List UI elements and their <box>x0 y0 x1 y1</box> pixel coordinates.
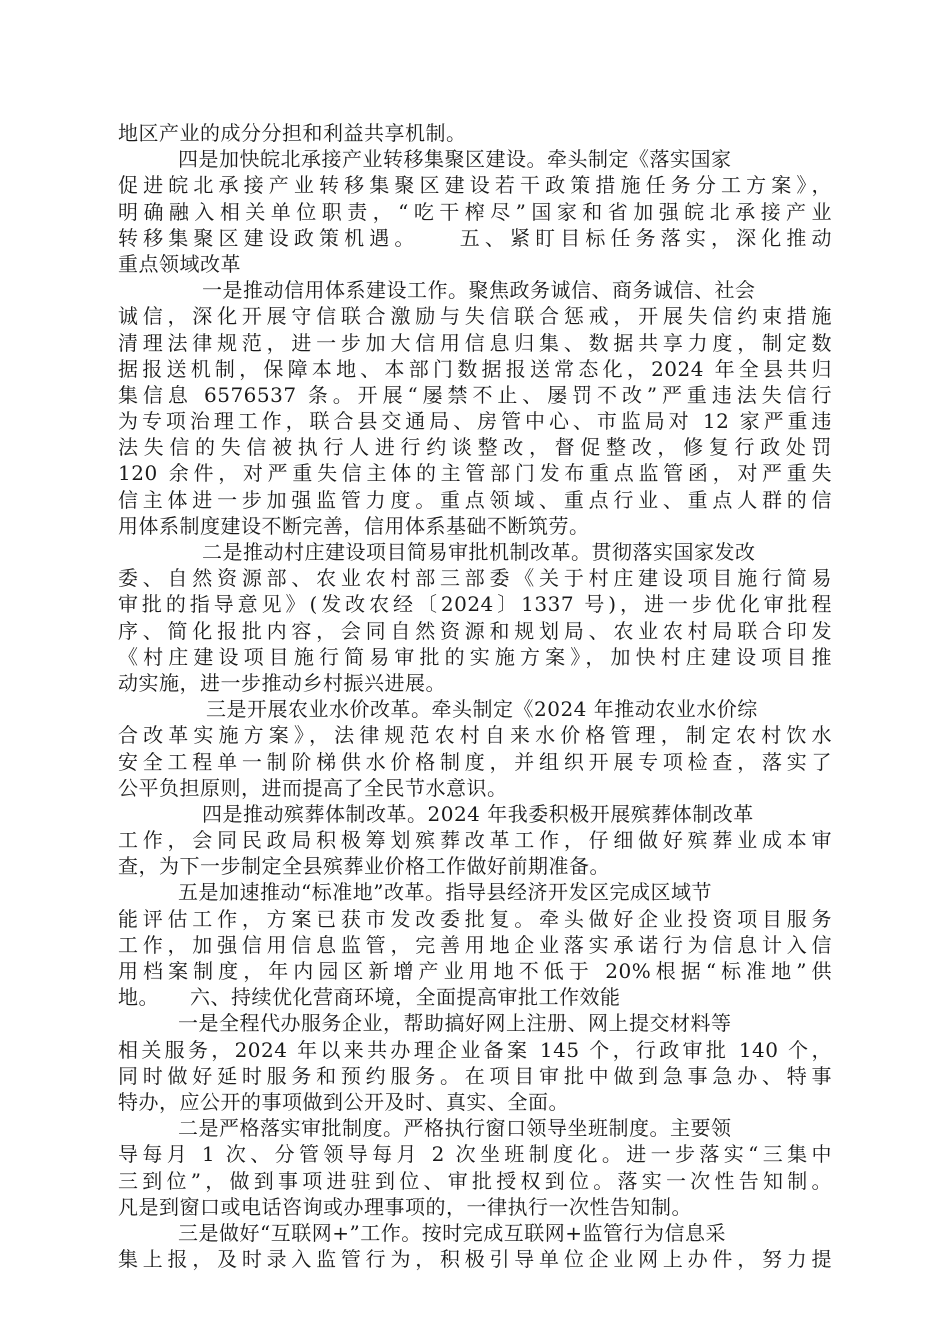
text-line: 工作，加强信用信息监管，完善用地企业落实承诺行为信息计入信 <box>118 932 832 957</box>
text-line: 集信息 6576537 条。开展“屡禁不止、屡罚不改”严重违法失信行 <box>118 382 832 407</box>
paragraph-start-line: 五是加速推动“标准地”改革。指导县经济开发区完成区域节 <box>178 880 712 905</box>
text-line: 明确融入相关单位职责，“吃干榨尽”国家和省加强皖北承接产业 <box>118 199 832 224</box>
text-line: 信主体进一步加强监管力度。重点领域、重点行业、重点人群的信 <box>118 487 832 512</box>
text-line: 同时做好延时服务和预约服务。在项目审批中做到急事急办、特事 <box>118 1063 832 1088</box>
text-line: 集上报，及时录入监管行为，积极引导单位企业网上办件，努力提 <box>118 1247 832 1272</box>
text-line: 120 余件，对严重失信主体的主管部门发布重点监管函，对严重失 <box>118 461 832 486</box>
text-line: 序、简化报批内容，会同自然资源和规划局、农业农村局联合印发 <box>118 618 832 643</box>
text-line: 安全工程单一制阶梯供水价格制度，并组织开展专项检查，落实了 <box>118 749 832 774</box>
text-line: 特办，应公开的事项做到公开及时、真实、全面。 <box>118 1089 569 1114</box>
paragraph-start-line: 一是推动信用体系建设工作。聚焦政务诚信、商务诚信、社会 <box>202 278 756 303</box>
text-line: 动实施，进一步推动乡村振兴进展。 <box>118 670 446 695</box>
text-line: 《村庄建设项目施行简易审批的实施方案》，加快村庄建设项目推 <box>118 644 832 669</box>
text-line: 委、自然资源部、农业农村部三部委《关于村庄建设项目施行简易 <box>118 566 832 591</box>
text-line: 合改革实施方案》，法律规范农村自来水价格管理，制定农村饮水 <box>118 723 832 748</box>
text-line: 工作，会同民政局积极筹划殡葬改革工作，仔细做好殡葬业成本审 <box>118 828 832 853</box>
text-line: 用体系制度建设不断完善，信用体系基础不断筑劳。 <box>118 513 590 538</box>
text-line: 能评估工作，方案已获市发改委批复。牵头做好企业投资项目服务 <box>118 906 832 931</box>
text-line: 凡是到窗口或电话咨询或办理事项的，一律执行一次性告知制。 <box>118 1194 692 1219</box>
paragraph-start-line: 三是做好“互联网+”工作。按时完成互联网+监管行为信息采 <box>178 1220 726 1245</box>
paragraph-start-line: 一是全程代办服务企业，帮助搞好网上注册、网上提交材料等 <box>178 1011 732 1036</box>
text-line: 重点领域改革 <box>118 251 241 276</box>
text-line: 三到位”，做到事项进驻到位、审批授权到位。落实一次性告知制。 <box>118 1168 832 1193</box>
text-line: 促进皖北承接产业转移集聚区建设若干政策措施任务分工方案》， <box>118 173 832 198</box>
text-line: 导每月 1 次、分管领导每月 2 次坐班制度化。进一步落实“三集中 <box>118 1142 832 1167</box>
paragraph-start-line: 二是推动村庄建设项目简易审批机制改革。贯彻落实国家发改 <box>202 540 756 564</box>
text-line: 用档案制度，年内园区新增产业用地不低于 20%根据“标准地”供 <box>118 959 832 983</box>
paragraph-start-line: 四是加快皖北承接产业转移集聚区建设。牵头制定《落实国家 <box>178 147 732 172</box>
text-line: 公平负担原则，进而提高了全民节水意识。 <box>118 775 508 800</box>
paragraph-start-line: 四是推动殡葬体制改革。2024 年我委积极开展殡葬体制改革 <box>202 801 754 826</box>
text-line: 据报送机制，保障本地、本部门数据报送常态化，2024 年全县共归 <box>118 356 832 381</box>
text-line: 诚信，深化开展守信联合激励与失信联合惩戒，开展失信约束措施 <box>118 304 832 329</box>
document-body <box>118 120 832 1272</box>
paragraph-start-line: 二是严格落实审批制度。严格执行窗口领导坐班制度。主要领 <box>178 1116 732 1141</box>
text-line: 审批的指导意见》(发改农经〔2024〕1337 号)，进一步优化审批程 <box>118 592 832 617</box>
text-line: 为专项治理工作，联合县交通局、房管中心、市监局对 12 家严重违 <box>118 409 832 434</box>
text-line: 相关服务，2024 年以来共办理企业备案 145 个，行政审批 140 个， <box>118 1037 832 1062</box>
text-line: 清理法律规范，进一步加大信用信息归集、数据共享力度，制定数 <box>118 330 832 355</box>
paragraph-start-line: 三是开展农业水价改革。牵头制定《2024 年推动农业水价综 <box>206 697 758 722</box>
text-line: 转移集聚区建设政策机遇。 五、紧盯目标任务落实，深化推动 <box>118 225 832 250</box>
text-line: 地区产业的成分分担和利益共享机制。 <box>118 121 467 145</box>
text-line: 地。 六、持续优化营商环境，全面提高审批工作效能 <box>118 985 621 1010</box>
text-line: 法失信的失信被执行人进行约谈整改，督促整改，修复行政处罚 <box>118 435 832 460</box>
text-line: 查，为下一步制定全县殡葬业价格工作做好前期准备。 <box>118 854 610 879</box>
